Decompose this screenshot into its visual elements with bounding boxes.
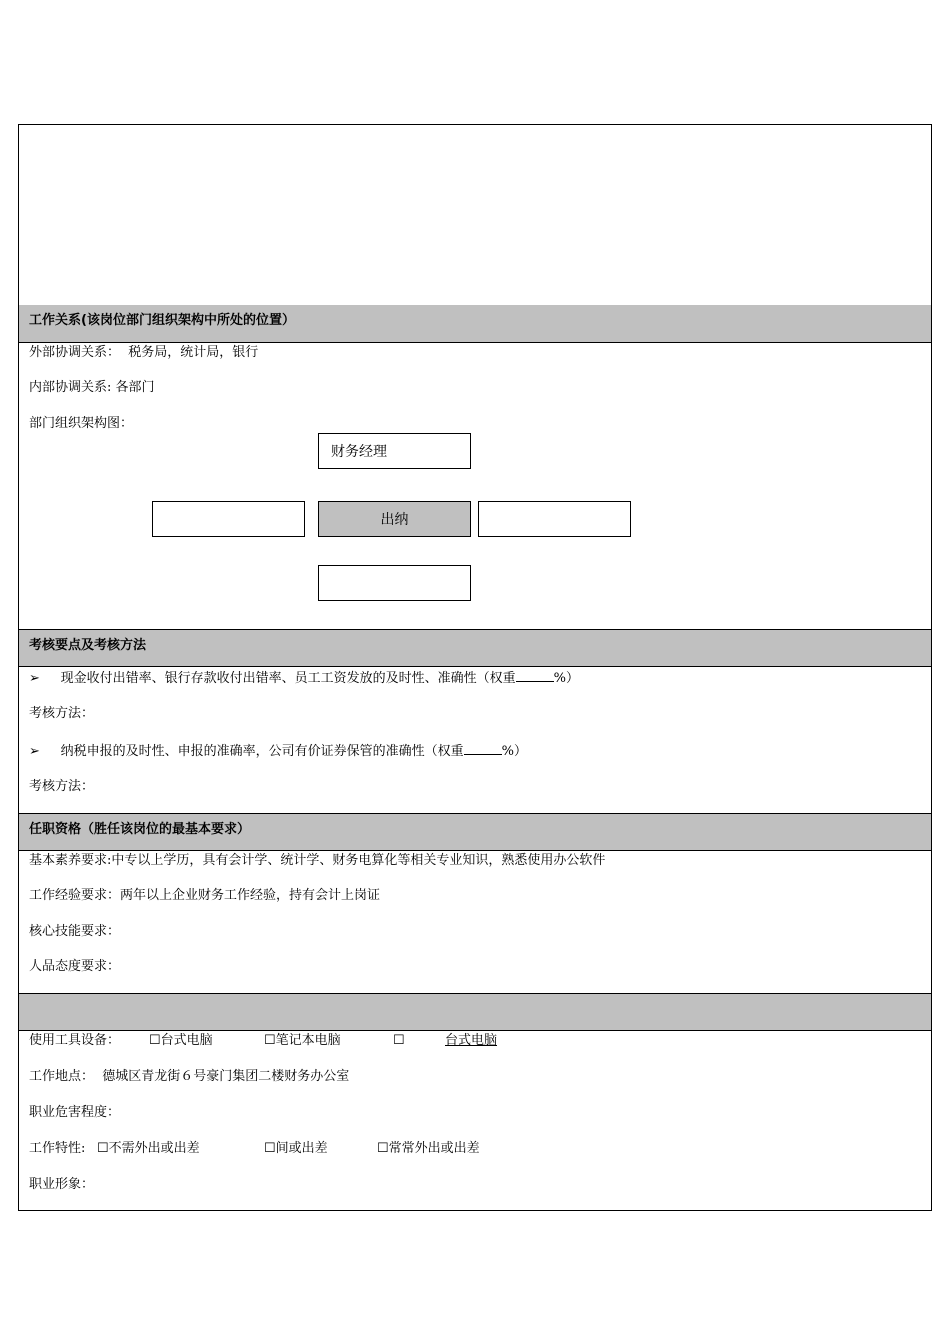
internal-relation-label: 内部协调关系: (29, 380, 112, 395)
location-line (29, 1069, 349, 1085)
feature-label: 工作特性: (29, 1141, 86, 1156)
internal-relation-line (29, 380, 155, 396)
work-relation-header: 工作关系(该岗位部门组织架构中所处的位置） (29, 313, 295, 328)
internal-relation-value: 各部门 (115, 380, 155, 395)
external-relation-line (29, 345, 258, 361)
bullet-icon: ➢ (29, 744, 40, 759)
job-description-table (18, 124, 932, 1211)
assessment-method-1: 考核方法： (29, 706, 95, 721)
org-box-cashier (318, 501, 471, 537)
org-box-left (152, 501, 305, 537)
tools-label: 使用工具设备： (29, 1033, 121, 1048)
attitude-requirement: 人品态度要求： (29, 959, 121, 974)
hazard-line: 职业危害程度： (29, 1105, 121, 1120)
section-header-assessment (19, 629, 931, 667)
weight-blank-1 (516, 669, 554, 682)
tool-desktop-checkbox[interactable]: ☐台式电脑 (149, 1033, 213, 1048)
image-line: 职业形象： (29, 1177, 95, 1192)
tools-line (29, 1033, 498, 1049)
experience-requirement: 工作经验要求：两年以上企业财务工作经验，持有会计上岗证 (29, 888, 381, 903)
basic-requirement: 基本素养要求:中专以上学历，具有会计学、统计学、财务电算化等相关专业知识，熟悉使用办公软件 (29, 853, 606, 868)
assessment-header: 考核要点及考核方法 (29, 638, 147, 653)
section-header-work-relation (19, 305, 931, 343)
external-relation-label: 外部协调关系： (29, 345, 121, 360)
org-box-cashier-label: 出纳 (380, 512, 409, 528)
org-box-bottom (318, 565, 471, 601)
feature-frequent-checkbox[interactable]: ☐常常外出或出差 (377, 1141, 480, 1156)
org-chart-label: 部门组织架构图： (29, 416, 134, 431)
tool-laptop-checkbox[interactable]: ☐笔记本电脑 (264, 1033, 341, 1048)
org-box-manager (318, 433, 471, 469)
weight-blank-2 (464, 742, 502, 755)
section-header-qualification (19, 813, 931, 851)
external-relation-value: 税务局，统计局，银行 (128, 345, 259, 360)
feature-no-travel-checkbox[interactable]: ☐不需外出或出差 (97, 1141, 200, 1156)
location-value: 德城区青龙街６号豪门集团二楼财务办公室 (102, 1069, 350, 1084)
assessment-method-2: 考核方法： (29, 779, 95, 794)
assessment-item-2: ➢ 纳税申报的及时性、申报的准确率，公司有价证券保管的准确性（权重 %） (29, 744, 527, 759)
section-header-conditions (19, 993, 931, 1031)
qualification-header: 任职资格（胜任该岗位的最基本要求） (29, 822, 251, 837)
feature-occasional-checkbox[interactable]: ☐间或出差 (264, 1141, 328, 1156)
blank-section (19, 125, 931, 306)
location-label: 工作地点： (29, 1069, 95, 1084)
org-box-right (478, 501, 631, 537)
assessment-item-1: ➢ 现金收付出错率、银行存款收付出错率、员工工资发放的及时性、准确性（权重 %） (29, 671, 579, 686)
tool-other-text: 台式电脑 (445, 1033, 498, 1048)
core-skill-requirement: 核心技能要求： (29, 924, 121, 939)
feature-line (29, 1141, 480, 1157)
bullet-icon: ➢ (29, 671, 40, 686)
org-box-manager-label: 财务经理 (331, 444, 387, 460)
tool-other-checkbox[interactable]: ☐ (393, 1033, 405, 1048)
